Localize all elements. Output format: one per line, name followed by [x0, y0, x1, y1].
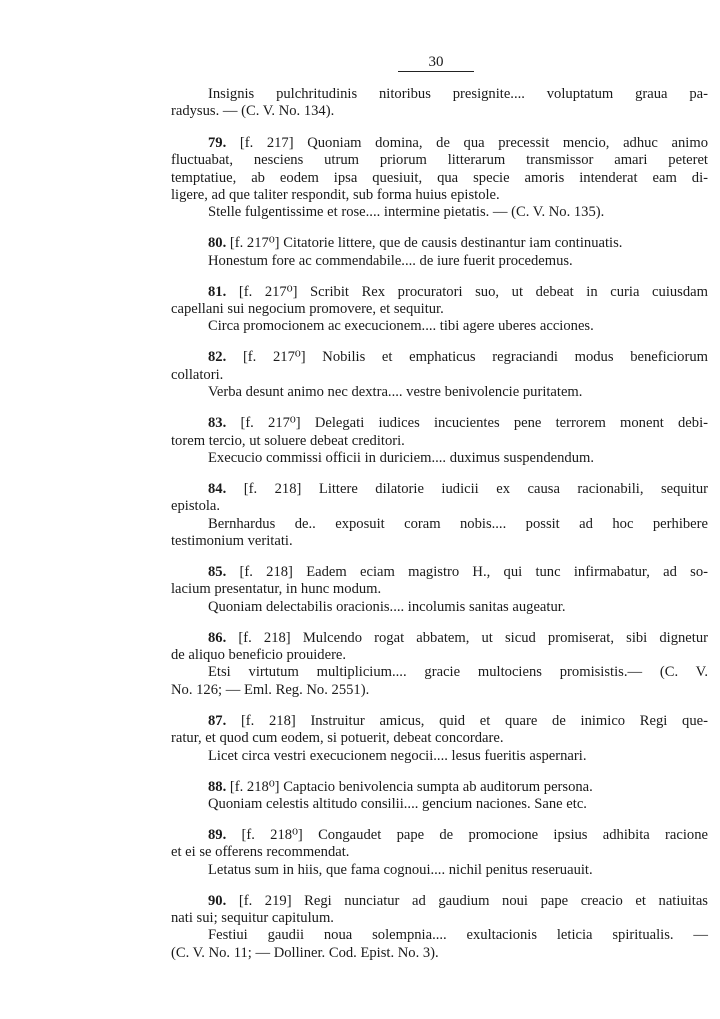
entry-description-text: lacium presentatur, in hunc modum. [171, 581, 382, 598]
entry-number: 82. [208, 349, 227, 366]
incipit-line: (C. V. No. 11; — Dolliner. Cod. Epist. No. 3). [171, 944, 439, 961]
folio-reference: [f. 217⁰] [242, 349, 306, 366]
entry-heading-line [171, 135, 708, 152]
entry [171, 235, 708, 270]
entry-heading-line [171, 713, 708, 730]
incipit-line: Execucio commissi officii in duriciem.... duximus suspendendum. [208, 449, 595, 466]
entry-description-text: capellani sui negocium promovere, et sequitur. [171, 301, 444, 318]
entry-heading-line [171, 893, 708, 910]
entry [171, 630, 708, 700]
entry-description-line [171, 844, 708, 861]
entry-heading-line [171, 779, 708, 796]
incipit-line: Letatus sum in hiis, que fama cognoui.... nichil penitus reseruauit. [208, 861, 593, 878]
entry-description-line [171, 498, 708, 515]
page-number-rule [398, 71, 474, 72]
entry-description-text: Nobilis et emphaticus regraciandi modus beneficiorum [322, 349, 708, 366]
entry-description-line [171, 647, 708, 664]
incipit-line: Quoniam celestis altitudo consilii.... gencium naciones. Sane etc. [208, 795, 587, 812]
entry-description-text: fluctuabat, nesciens utrum priorum litterarum transmissor amari peteret [171, 152, 708, 169]
entry-heading-line [171, 235, 708, 252]
entry-number: 79. [208, 134, 227, 151]
folio-reference: [f. 217⁰] [229, 235, 280, 252]
entry-description-text: epistola. [171, 498, 221, 515]
folio-reference: [f. 217⁰] [238, 283, 298, 300]
entry-heading-line [171, 630, 708, 647]
entry-description-text: Scribit Rex procuratori suo, ut debeat in curia cuiusdam [310, 283, 708, 300]
entry-description-text: Congaudet pape de promocione ipsius adhibita racione [318, 826, 708, 843]
entry-heading-line [171, 415, 708, 432]
entries-list [171, 135, 708, 962]
entry-description-text: de aliquo beneficio prouidere. [171, 647, 347, 664]
incipit-line: Honestum fore ac commendabile.... de iure fuerit procedemus. [208, 252, 573, 269]
entry-heading-line [171, 564, 708, 581]
folio-reference: [f. 218] [239, 563, 293, 580]
entry-description-text: collatori. [171, 366, 224, 383]
incipit-line: Licet circa vestri execucionem negocii.... lesus fueritis aspernari. [208, 747, 587, 764]
entry-description-text: Instruitur amicus, quid et quare de inimico Regi que- [310, 712, 708, 729]
incipit-line: Insignis pulchritudinis nitoribus presignite.... voluptatum graua pa- [208, 86, 708, 102]
entry-description-line [171, 433, 708, 450]
entry-heading-line [171, 284, 708, 301]
entry-description-line [171, 730, 708, 747]
entry [171, 415, 708, 467]
entry-number: 83. [208, 415, 227, 432]
incipit-line: Etsi virtutum multiplicium.... gracie multociens promisistis.— (C. V. [208, 664, 708, 681]
entry-description-text: ligere, ad que taliter respondit, sub forma huius epistole. [171, 187, 500, 204]
entry-number: 87. [208, 712, 227, 729]
incipit-line: radysus. — (C. V. No. 134). [171, 103, 335, 120]
entry-description-text: nati sui; sequitur capitulum. [171, 909, 334, 926]
entry [171, 713, 708, 765]
entry-description-line [171, 367, 708, 384]
entry-heading-line [171, 827, 708, 844]
entry-heading-line [171, 481, 708, 498]
entry-description-text: Delegati iudices incucientes pene terrorem monent debi- [314, 415, 708, 432]
folio-reference: [f. 218⁰] [241, 826, 303, 843]
entry-number: 85. [208, 563, 227, 580]
incipit-line: Circa promocionem ac execucionem.... tibi agere uberes acciones. [208, 318, 594, 335]
incipit-line: Stelle fulgentissime et rose.... intermine pietatis. — (C. V. No. 135). [208, 204, 605, 221]
folio-reference: [f. 218⁰] [229, 778, 280, 795]
folio-reference: [f. 218] [238, 629, 291, 646]
entry [171, 284, 708, 336]
entry-number: 86. [208, 629, 227, 646]
entry-number: 81. [208, 283, 227, 300]
entry-number: 88. [208, 778, 227, 795]
entry [171, 349, 708, 401]
entry-description-text: Mulcendo rogat abbatem, ut sicud promiserat, sibi dignetur [302, 629, 708, 646]
entry [171, 893, 708, 963]
entry-description-line [171, 187, 708, 204]
entry [171, 481, 708, 551]
entry-description-text: Littere dilatorie iudicii ex causa racionabili, sequitur [318, 480, 708, 497]
page-number: 30 [428, 54, 444, 70]
entry-description-line [171, 170, 708, 187]
entry-description-line [171, 910, 708, 927]
entry-number: 84. [208, 480, 227, 497]
entry-heading-line [171, 349, 708, 366]
folio-reference: [f. 217] [239, 134, 294, 151]
entry-number: 90. [208, 892, 227, 909]
entry-description-line [171, 301, 708, 318]
folio-reference: [f. 217⁰] [240, 415, 301, 432]
entry-description-text: Eadem eciam magistro H., qui tunc infirmabatur, ad so- [306, 563, 708, 580]
folio-reference: [f. 218] [243, 480, 302, 497]
document-body [171, 86, 708, 976]
incipit-line: Quoniam delectabilis oracionis.... incolumis sanitas augeatur. [208, 598, 566, 615]
entry-description-line [171, 152, 708, 169]
entry-number: 80. [208, 235, 227, 252]
incipit-line: Bernhardus de.. exposuit coram nobis.... possit ad hoc perhibere [208, 515, 708, 532]
entry [171, 779, 708, 814]
entry-description-text: Quoniam domina, de qua precessit mencio, adhuc animo [307, 134, 708, 151]
entry [171, 564, 708, 616]
entry [171, 827, 708, 879]
entry [171, 135, 708, 222]
incipit-line: No. 126; — Eml. Reg. No. 2551). [171, 681, 370, 698]
entry-description-text: et ei se offerens recommendat. [171, 844, 350, 861]
incipit-line: testimonium veritati. [171, 533, 293, 550]
entry-description-line [171, 581, 708, 598]
entry-number: 89. [208, 826, 227, 843]
folio-reference: [f. 218] [240, 712, 296, 729]
incipit-line: Festiui gaudii noua solempnia.... exultacionis leticia spiritualis. — [208, 927, 708, 944]
entry-description-text: Captacio benivolencia sumpta ab auditorum persona. [283, 778, 593, 795]
entry-description-text: Citatorie littere, que de causis destinantur iam continuatis. [283, 235, 623, 252]
entry-description-text: Regi nunciatur ad gaudium noui pape creacio et natiuitas [304, 892, 708, 909]
incipit-line: Verba desunt animo nec dextra.... vestre benivolencie puritatem. [208, 384, 583, 401]
entry-78-continuation [171, 86, 708, 121]
entry-description-text: torem tercio, ut soluere debeat creditori. [171, 432, 405, 449]
entry-description-text: temptatiue, ab eodem ipsa quesiuit, qua specie amoris intenderat eam di- [171, 169, 708, 186]
entry-description-text: ratur, et quod cum eodem, si potuerit, debeat concordare. [171, 730, 504, 747]
folio-reference: [f. 219] [238, 892, 292, 909]
